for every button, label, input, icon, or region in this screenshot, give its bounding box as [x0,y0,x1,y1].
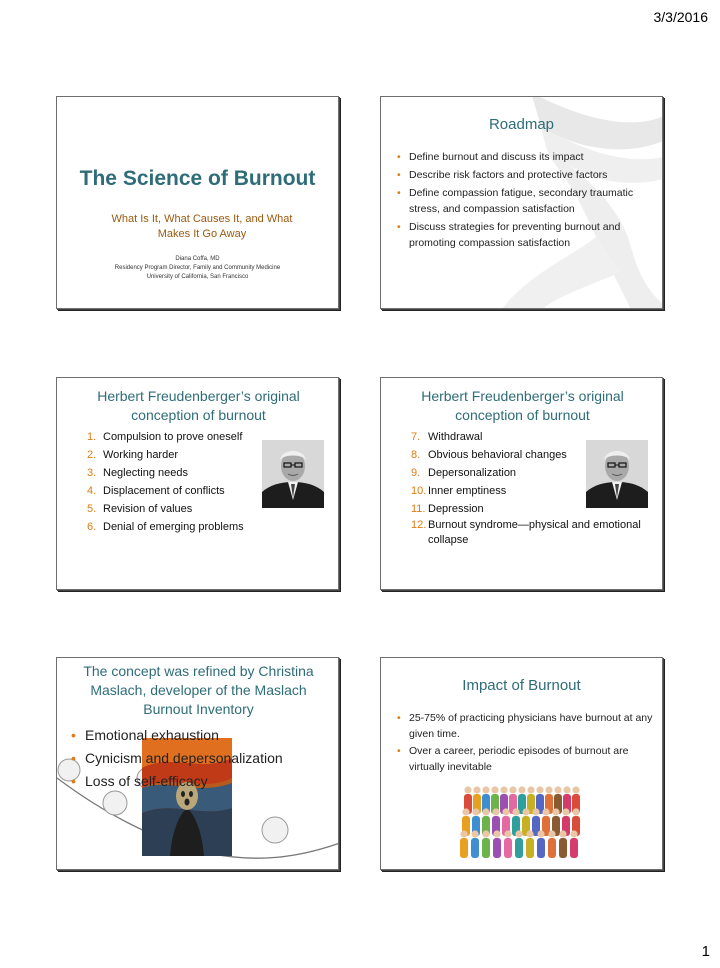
slide-3-title: Herbert Freudenberger’s original conception of burnout [97,388,300,423]
roadmap-item: • Define compassion fatigue, secondary traumatic stress, and compassion satisfaction [397,187,634,215]
roadmap-item: • Describe risk factors and protective factors [397,169,608,181]
impact-item: • 25-75% of practicing physicians have burnout at any given time. [397,712,653,740]
crowd-person-head [482,808,489,815]
crowd-person-head [482,786,489,793]
slide-freudenberger-2 [380,377,663,590]
maslach-item: • Cynicism and depersonalization [69,747,283,770]
crowd-person-head [515,830,522,837]
slide-roadmap [380,96,663,309]
slide-1-author: Diana Coffa, MD [175,256,220,262]
crowd-person-head [492,808,499,815]
crowd-person-body [515,838,523,858]
crowd-person-head [500,786,507,793]
crowd-person-head [473,786,480,793]
stage-item: 4. Displacement of conflicts [87,485,225,497]
page-number: 1 [701,943,710,960]
crowd-person-body [537,838,545,858]
slide-maslach [56,657,339,870]
crowd-person-body [482,838,490,858]
crowd-person-head [462,808,469,815]
bullet-icon: • [71,750,76,766]
stage-item: 8. Obvious behavioral changes [411,449,567,461]
crowd-person-head [548,830,555,837]
crowd-person-body [471,838,479,858]
slide-title [56,96,339,309]
crowd-person-body [460,838,468,858]
slide-1-subtitle: What Is It, What Causes It, and What Makes It Go Away [111,213,293,240]
stage-item: 9. Depersonalization [411,467,517,479]
crowd-person-body [548,838,556,858]
crowd-person-head [512,808,519,815]
crowd-person-head [570,830,577,837]
crowd-person-head [527,786,534,793]
stage-item: 2. Working harder [87,449,178,461]
slide-2-title: Roadmap [488,116,555,133]
crowd-person-head [537,830,544,837]
crowd-person-head [542,808,549,815]
slide-6-title: Impact of Burnout [462,677,581,694]
crowd-person-head [532,808,539,815]
crowd-person-body [559,838,567,858]
bullet-icon: • [397,221,401,233]
crowd-person-head [482,830,489,837]
stage-list [73,428,244,536]
crowd-person-body [526,838,534,858]
crowd-person-head [491,786,498,793]
crowd-illustration [459,782,589,864]
stage-item: 10. Inner emptiness [411,485,507,497]
crowd-person-head [502,808,509,815]
maslach-item: • Loss of self-efficacy [69,770,283,793]
slide-1-institution: University of California, San Francisco [146,274,249,280]
crowd-person-body [504,838,512,858]
crowd-person-head [526,830,533,837]
crowd-person-head [509,786,516,793]
stage-item: 1. Compulsion to prove oneself [87,431,243,443]
bullet-icon: • [397,151,401,163]
crowd-person-head [572,786,579,793]
slide-impact [380,657,663,870]
stage-item: 6. Denial of emerging problems [87,521,244,533]
bullet-icon: • [71,727,76,743]
crowd-person-head [545,786,552,793]
roadmap-list [395,149,657,251]
roadmap-item: • Define burnout and discuss its impact [397,151,584,163]
stage-item: 5. Revision of values [87,503,193,515]
crowd-person-head [464,786,471,793]
slide-1-title: The Science of Burnout [79,167,316,190]
slide-1-role: Residency Program Director, Family and Community Medicine [114,265,281,271]
stage-item: 7. Withdrawal [411,431,483,443]
crowd-person-head [563,786,570,793]
crowd-person-head [562,808,569,815]
slide-4-title: Herbert Freudenberger’s original conception of burnout [421,388,624,423]
bullet-icon: • [71,773,76,789]
bullet-icon: • [397,169,401,181]
crowd-person-head [493,830,500,837]
crowd-person-head [536,786,543,793]
stage-item: 11. Depression [411,503,484,515]
page-date: 3/3/2016 [653,9,708,25]
portrait-photo [262,440,324,508]
slide-5-title: The concept was refined by Christina Maslach, developer of the Maslach Burnout Inventory [83,663,314,717]
crowd-person-head [554,786,561,793]
crowd-person-body [493,838,501,858]
crowd-person-head [504,830,511,837]
stage-item: 12. Burnout syndrome—physical and emotional collapse [411,519,641,546]
roadmap-item: • Discuss strategies for preventing burnout and promoting compassion satisfaction [397,221,621,249]
impact-list [395,710,657,775]
maslach-list [69,724,283,793]
bullet-icon: • [397,187,401,199]
crowd-person-head [472,808,479,815]
crowd-person-head [572,808,579,815]
crowd-person-head [559,830,566,837]
portrait-photo [586,440,648,508]
impact-item: • Over a career, periodic episodes of burnout are virtually inevitable [397,745,629,773]
bullet-icon: • [397,712,401,724]
crowd-person-head [522,808,529,815]
maslach-item: • Emotional exhaustion [69,724,283,747]
crowd-person-body [570,838,578,858]
bullet-icon: • [397,745,401,757]
stage-item: 3. Neglecting needs [87,467,189,479]
crowd-person-head [471,830,478,837]
crowd-person-head [518,786,525,793]
crowd-person-head [460,830,467,837]
crowd-person-head [552,808,559,815]
slide-freudenberger-1 [56,377,339,590]
